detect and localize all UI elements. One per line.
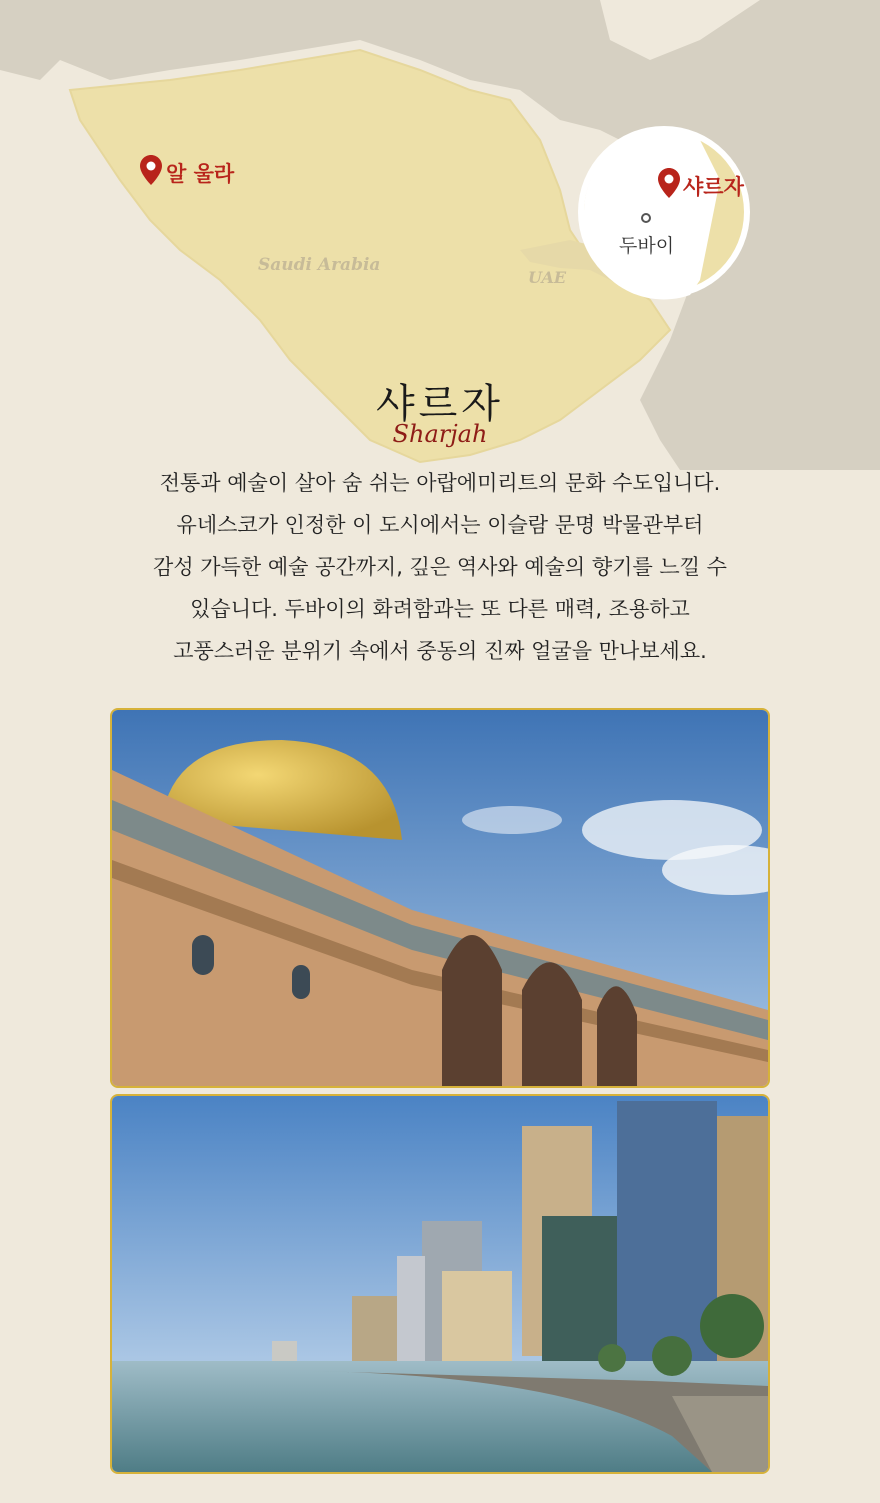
pin-label-al-ula: 알 울라 [166,162,235,186]
description-line: 감성 가득한 예술 공간까지, 깊은 역사와 예술의 향기를 느낄 수 [153,555,727,579]
description [80,462,800,672]
location-pin-icon [140,155,162,185]
museum-photo [110,708,770,1088]
pin-label-dubai: 두바이 [619,235,675,257]
description-line: 전통과 예술이 살아 숨 쉬는 아랍에미리트의 문화 수도입니다. [159,471,721,495]
page-subtitle: Sharjah [392,420,488,448]
location-pin-icon [658,168,680,198]
description-line: 유네스코가 인정한 이 도시에서는 이슬람 문명 박물관부터 [176,513,704,537]
country-label-saudi: Saudi Arabia [258,255,381,275]
description-line: 있습니다. 두바이의 화려함과는 또 다른 매력, 조용하고 [190,597,690,621]
skyline-photo [110,1094,770,1474]
pin-label-sharjah: 샤르자 [683,175,744,199]
dubai-dot-icon [640,212,652,224]
country-label-uae: UAE [528,268,567,287]
page-title: 샤르자 [376,381,504,427]
description-line: 고풍스러운 분위기 속에서 중동의 진짜 얼굴을 만나보세요. [173,639,707,663]
